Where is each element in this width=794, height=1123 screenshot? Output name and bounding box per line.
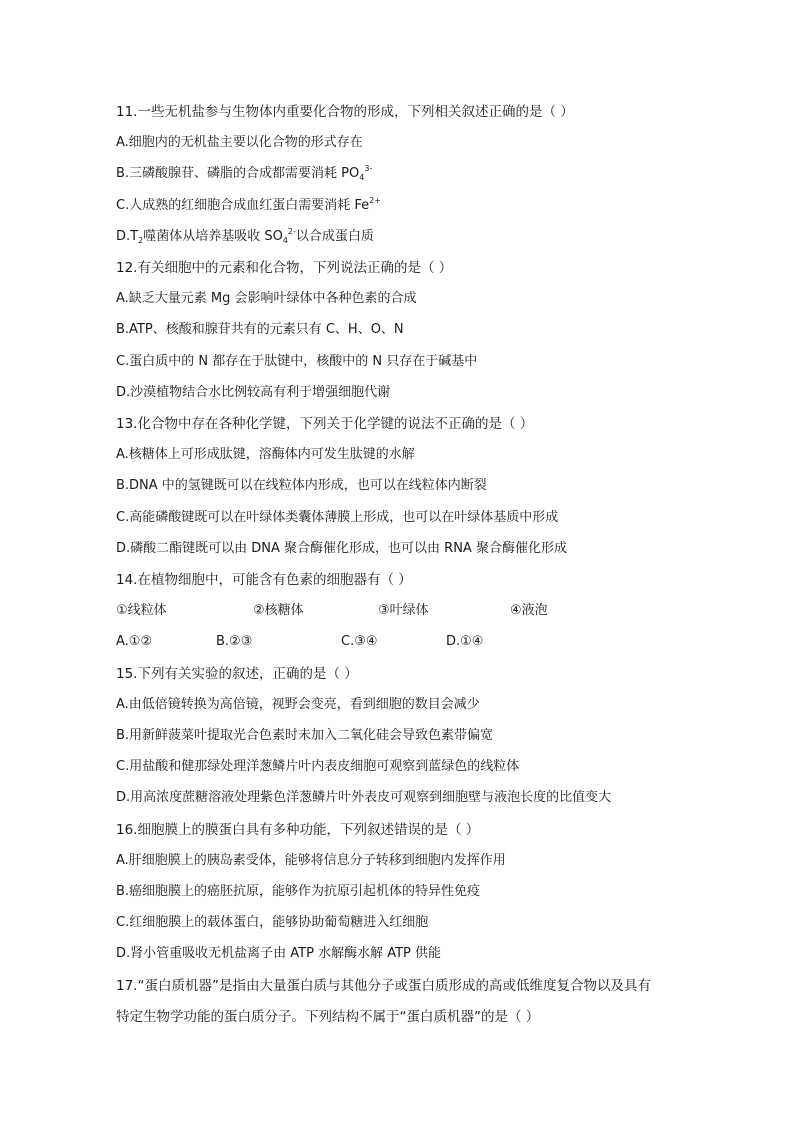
item-4: ④液泡	[510, 603, 548, 618]
question-12-stem: 12.有关细胞中的元素和化合物，下列说法正确的是（ ）	[116, 260, 453, 276]
question-14-stem: 14.在植物细胞中，可能含有色素的细胞器有（ ）	[116, 572, 412, 588]
question-15-stem: 15.下列有关实验的叙述，正确的是（ ）	[116, 666, 358, 682]
question-17-stem-line-2: 特定生物学功能的蛋白质分子。下列结构不属于“蛋白质机器”的是（ ）	[116, 1009, 540, 1025]
item-1: ①线粒体	[116, 603, 167, 618]
superscript: 2-	[287, 227, 296, 236]
question-11-option-c	[116, 198, 381, 214]
option-c-text: C.人成熟的红细胞合成血红蛋白需要消耗 Fe	[116, 198, 370, 213]
question-17-stem-line-1: 17.“蛋白质机器”是指由大量蛋白质与其他分子或蛋白质形成的高或低维度复合物以及具有	[116, 978, 651, 994]
option-d-suffix: 以合成蛋白质	[295, 229, 374, 244]
item-2: ②核糖体	[253, 603, 304, 618]
subscript: 4	[282, 236, 288, 245]
option-d-middle: 噬菌体从培养基吸收 SO	[143, 229, 283, 244]
question-15-option-c: C.用盐酸和健那绿处理洋葱鳞片叶内表皮细胞可观察到蓝绿色的线粒体	[116, 759, 520, 774]
question-16-option-d: D.肾小管重吸收无机盐离子由 ATP 水解酶水解 ATP 供能	[116, 946, 442, 961]
subscript: 2	[138, 236, 144, 245]
question-13-stem: 13.化合物中存在各种化学键，下列关于化学键的说法不正确的是（ ）	[116, 416, 534, 432]
question-13-option-c: C.高能磷酸键既可以在叶绿体类囊体薄膜上形成，也可以在叶绿体基质中形成	[116, 510, 559, 525]
option-c: C.③④	[341, 634, 378, 649]
question-16-stem: 16.细胞膜上的膜蛋白具有多种功能，下列叙述错误的是（ ）	[116, 822, 480, 838]
option-a: A.①②	[116, 634, 153, 649]
item-3: ③叶绿体	[378, 603, 429, 618]
question-11-option-d	[116, 229, 374, 245]
question-16-option-a: A.肝细胞膜上的胰岛素受体，能够将信息分子转移到细胞内发挥作用	[116, 853, 506, 868]
superscript: 2+	[369, 196, 381, 205]
question-12-option-a: A.缺乏大量元素 Mg 会影响叶绿体中各种色素的合成	[116, 291, 417, 306]
option-d-prefix: D.T	[116, 229, 139, 244]
superscript: 3-	[364, 164, 373, 173]
question-16-option-b: B.癌细胞膜上的癌胚抗原，能够作为抗原引起机体的特异性免疫	[116, 884, 481, 899]
option-d: D.①④	[446, 634, 484, 649]
question-15-option-b: B.用新鲜菠菜叶提取光合色素时未加入二氧化硅会导致色素带偏宽	[116, 728, 494, 743]
question-13-option-a: A.核糖体上可形成肽键，溶酶体内可发生肽键的水解	[116, 447, 415, 462]
option-b-text: B.三磷酸腺苷、磷脂的合成都需要消耗 PO	[116, 166, 360, 181]
question-11-option-a: A.细胞内的无机盐主要以化合物的形式存在	[116, 135, 363, 150]
question-15-option-d: D.用高浓度蔗糖溶液处理紫色洋葱鳞片叶外表皮可观察到细胞壁与液泡长度的比值变大	[116, 790, 612, 805]
option-b: B.②③	[216, 634, 253, 649]
question-12-option-b: B.ATP、核酸和腺苷共有的元素只有 C、H、O、N	[116, 322, 404, 337]
question-12-option-d: D.沙漠植物结合水比例较高有利于增强细胞代谢	[116, 385, 391, 400]
question-13-option-b: B.DNA 中的氢键既可以在线粒体内形成，也可以在线粒体内断裂	[116, 478, 487, 493]
question-12-option-c: C.蛋白质中的 N 都存在于肽键中，核酸中的 N 只存在于碱基中	[116, 354, 478, 369]
question-15-option-a: A.由低倍镜转换为高倍镜，视野会变亮，看到细胞的数目会减少	[116, 697, 480, 712]
question-11-stem: 11.一些无机盐参与生物体内重要化合物的形成，下列相关叙述正确的是（ ）	[116, 104, 574, 120]
question-14-options	[116, 634, 576, 650]
question-16-option-c: C.红细胞膜上的载体蛋白，能够协助葡萄糖进入红细胞	[116, 915, 429, 930]
question-13-option-d: D.磷酸二酯键既可以由 DNA 聚合酶催化形成，也可以由 RNA 聚合酶催化形成	[116, 541, 567, 556]
subscript: 4	[359, 173, 365, 182]
question-14-items	[116, 603, 576, 619]
question-11-option-b	[116, 166, 372, 182]
